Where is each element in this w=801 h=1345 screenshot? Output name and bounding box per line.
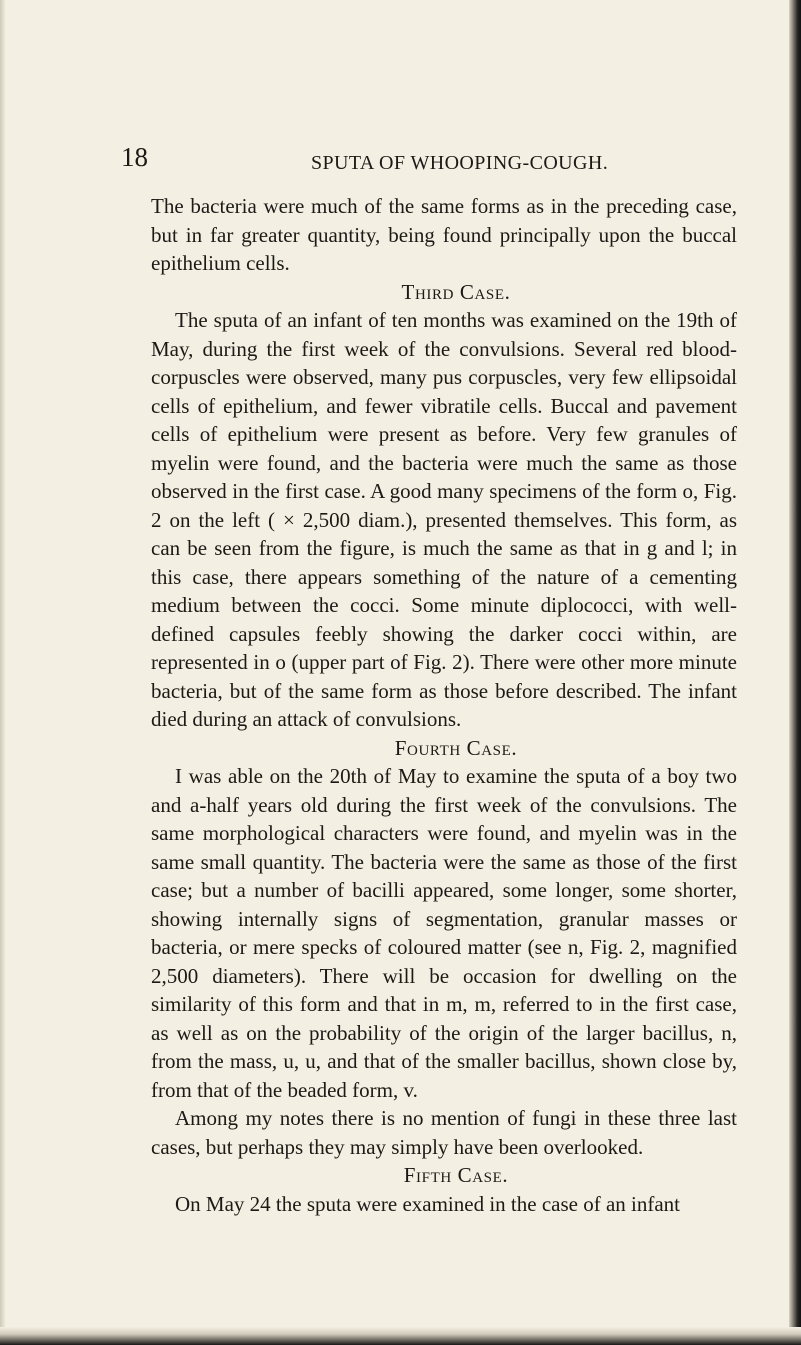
- page-right-edge: [789, 0, 801, 1345]
- page-number: 18: [121, 142, 148, 172]
- paragraph-notes: Among my notes there is no mention of fungi in these three last cases, but perhaps they may simply have been overlooked.: [151, 1106, 737, 1159]
- heading-third-case: Third Case.: [401, 279, 511, 304]
- paragraph-intro: The bacteria were much of the same forms as in the preceding case, but in far greater quantity, being found principally upon the buccal epithelium cells.: [151, 194, 737, 275]
- paragraph-fifth-case: On May 24 the sputa were examined in the case of an infant: [175, 1191, 680, 1216]
- page-header: [121, 142, 741, 182]
- page-body: [151, 192, 737, 1218]
- page-left-edge: [0, 0, 6, 1345]
- paragraph-fourth-case: I was able on the 20th of May to examine the sputa of a boy two and a-half years old during the first week of the convulsions. The same morphological characters were found, and myelin was in the same small quantity. The bacteria were the same as those of the first case; but a number of bacilli appeared, some longer, some shorter, showing internally signs of segmentation, granular masses or bacteria, or mere specks of coloured matter (see n, Fig. 2, magnified 2,500 diameters). There will be occasion for dwelling on the similarity of this form and that in m, m, referred to in the first case, as well as on the probability of the origin of the larger bacillus, n, from the mass, u, u, and that of the smaller bacillus, shown close by, from that of the beaded form, v.: [151, 764, 737, 1102]
- page-bottom-edge: [0, 1327, 801, 1345]
- heading-fourth-case: Fourth Case.: [394, 735, 518, 760]
- heading-fifth-case: Fifth Case.: [403, 1163, 509, 1187]
- paragraph-third-case: The sputa of an infant of ten months was examined on the 19th of May, during the first week of the convulsions. Several red blood-corpuscles were observed, many pus corpuscles, very few ellipsoidal cells of epithelium, and fewer vibratile cells. Buccal and pavement cells of epithelium were present as before. Very few granules of myelin were found, and the bacteria were much the same as those observed in the first case. A good many specimens of the form o, Fig. 2 on the left ( × 2,500 diam.), presented themselves. This form, as can be seen from the figure, is much the same as that in g and l; in this case, there appears something of the nature of a cementing medium between the cocci. Some minute diplococci, with well-defined capsules feebly showing the darker cocci within, are represented in o (upper part of Fig. 2). There were other more minute bacteria, but of the same form as those before described. The infant died during an attack of convulsions.: [151, 308, 737, 731]
- running-title: SPUTA OF WHOOPING-COUGH.: [311, 152, 609, 174]
